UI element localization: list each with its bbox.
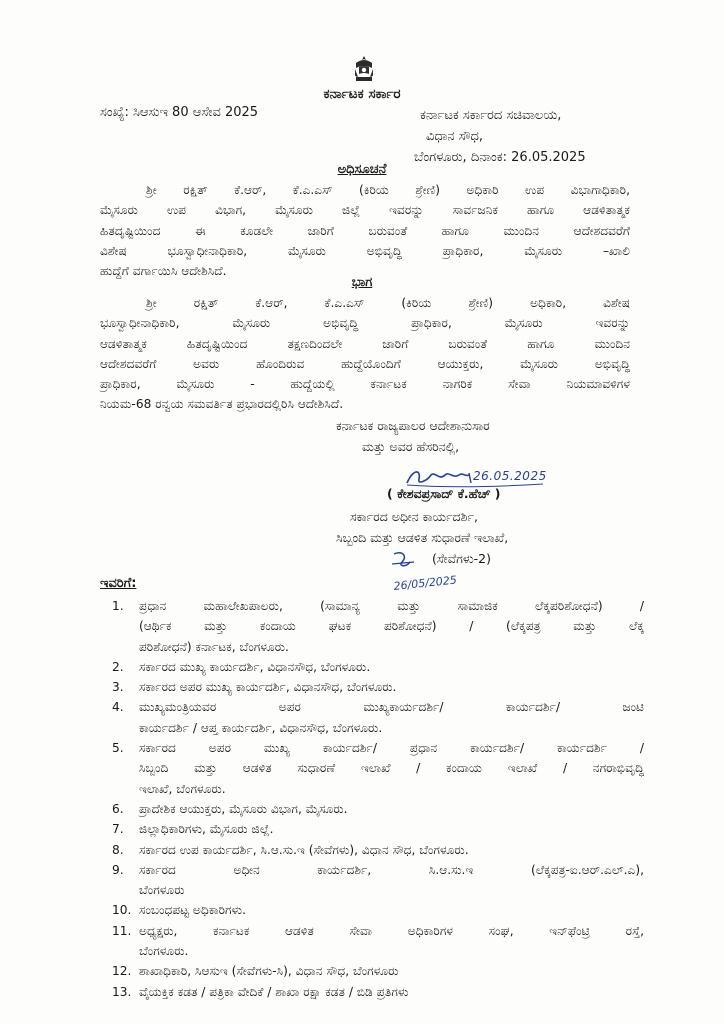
list-item-number: 4. — [112, 700, 124, 715]
list-item-line: ಸಂಬಂಧಪಟ್ಟ ಅಧಿಕಾರಿಗಳು. — [139, 903, 247, 918]
list-item-number: 3. — [112, 680, 124, 695]
list-item — [112, 982, 644, 1002]
paragraph-line: ಹಿತದೃಷ್ಟಿಯಿಂದ ಈ ಕೂಡಲೇ ಜಾರಿಗೆ ಬರುವಂತೆ ಹಾಗೂ ಮುಂದಿನ ಆದೇಶದವರೆಗೆ — [100, 223, 630, 238]
list-item — [112, 860, 644, 901]
list-item — [112, 799, 644, 819]
list-item-number: 1. — [112, 599, 124, 613]
list-item-number: 2. — [112, 659, 124, 674]
list-item — [112, 819, 644, 839]
list-item-line: ಸರ್ಕಾರದ ಉಪ ಕಾರ್ಯದರ್ಶಿ, ಸಿ.ಆ.ಸು.ಇ (ಸೇವೆಗಳು), ವಿಧಾನ ಸೌಧ, ಬೆಂಗಳೂರು. — [139, 842, 469, 857]
svg-text:26/05/2025: 26/05/2025 — [392, 573, 458, 593]
list-item-line: ಸರ್ಕಾರದ ಮುಖ್ಯ ಕಾರ್ಯದರ್ಶಿ, ವಿಧಾನಸೌಧ, ಬೆಂಗಳೂರು. — [139, 659, 371, 674]
list-item — [112, 921, 644, 962]
notification-heading: ಅಧಿಸೂಚನೆ — [337, 162, 387, 177]
part-heading: ಭಾಗ — [351, 275, 373, 290]
list-item-line: ಶಾಖಾಧಿಕಾರಿ, ಸಿಆಸುಇ (ಸೇವೆಗಳು-ಸಿ), ವಿಧಾನ ಸೌಧ, ಬೆಂಗಳೂರು — [139, 964, 399, 979]
list-item-number: 10. — [112, 903, 132, 918]
paragraph-line: ಪ್ರಾಧಿಕಾರ, ಮೈಸೂರು - ಹುದ್ದೆಯಲ್ಲಿ ಕರ್ನಾಟಕ ನಾಗರಿಕ ಸೇವಾ ನಿಯಮಾವಳಿಗಳ — [100, 377, 630, 392]
designation-line: (ಸೇವೆಗಳು-2) — [432, 551, 492, 566]
list-item-line: ಮುಖ್ಯಮಂತ್ರಿಯವರ ಅಪರ ಮುಖ್ಯಕಾರ್ಯದರ್ಶಿ/ ಕಾರ್ಯದರ್ಶಿ/ ಜಂಟಿ — [139, 700, 644, 715]
list-item-number: 8. — [112, 842, 124, 857]
list-item — [112, 961, 644, 981]
part-paragraph — [100, 293, 630, 415]
office-address — [414, 105, 586, 168]
paragraph-line: ಹುದ್ದೆಗೆ ವರ್ಗಾಯಿಸಿ ಆದೇಶಿಸಿದೆ. — [100, 264, 227, 279]
authority-block — [336, 415, 490, 457]
authority-line: ಕರ್ನಾಟಕ ರಾಜ್ಯಪಾಲರ ಆದೇಶಾನುಸಾರ — [336, 418, 490, 433]
notification-paragraph — [100, 180, 630, 281]
paragraph-line: ವಿಶೇಷ ಭೂಸ್ವಾಧೀನಾಧಿಕಾರಿ, ಮೈಸೂರು ಅಭಿವೃದ್ಧಿ ಪ್ರಾಧಿಕಾರ, ಮೈಸೂರು –ಖಾಲಿ — [100, 243, 630, 258]
distribution-label: ಇವರಿಗೆ: — [100, 576, 137, 591]
list-item-line: ಸರ್ಕಾರದ ಅಧೀನ ಕಾರ್ಯದರ್ಶಿ, ಸಿ.ಆ.ಸು.ಇ (ಲೆಕ್ಕಪತ್ರ-ಐ.ಆರ್.ಎಲ್.ಎ), — [139, 862, 644, 877]
list-item-line: ಬೆಂಗಳೂರು. — [139, 944, 189, 959]
list-item-line: ಪ್ರಾದೇಶಿಕ ಆಯುಕ್ತರು, ಮೈಸೂರು ವಿಭಾಗ, ಮೈಸೂರು. — [139, 801, 348, 816]
list-item-line: ಕಾರ್ಯದರ್ಶಿ / ಆಪ್ತ ಕಾರ್ಯದರ್ಶಿ, ವಿಧಾನಸೌಧ, ಬೆಂಗಳೂರು. — [139, 720, 383, 735]
list-item-line: ವೈಯಕ್ತಿಕ ಕಡತ / ಪತ್ರಿಕಾ ವೇದಿಕೆ / ಶಾಖಾ ರಕ್ಷಾ ಕಡತ / ಬಿಡಿ ಪ್ರತಿಗಳು — [139, 984, 409, 999]
list-item-line: ಪರಿಶೋಧನೆ) ಕರ್ನಾಟಕ, ಬೆಂಗಳೂರು. — [139, 639, 289, 654]
office-line: ವಿಧಾನ ಸೌಧ, — [426, 129, 484, 144]
list-item-line: ಸರ್ಕಾರದ ಅಪರ ಮುಖ್ಯ ಕಾರ್ಯದರ್ಶಿ, ವಿಧಾನಸೌಧ, ಬೆಂಗಳೂರು. — [139, 680, 397, 695]
list-item — [112, 657, 644, 677]
paragraph-line: ಭೂಸ್ವಾಧೀನಾಧಿಕಾರಿ, ಮೈಸೂರು ಅಭಿವೃದ್ಧಿ ಪ್ರಾಧಿಕಾರ, ಮೈಸೂರು ಇವರನ್ನು — [100, 316, 630, 331]
list-item-line: ಪ್ರಧಾನ ಮಹಾಲೇಖಪಾಲರು, (ಸಾಮಾನ್ಯ ಮತ್ತು ಸಾಮಾಜಿಕ ಲೆಕ್ಕಪರಿಶೋಧನೆ) / — [139, 599, 644, 613]
authority-line: ಮತ್ತು ಅವರ ಹೆಸರಿನಲ್ಲಿ, — [362, 439, 460, 454]
paragraph-line: ನಿಯಮ-68 ರನ್ವಯ ಸಮವರ್ತಿತ ಪ್ರಭಾರದಲ್ಲಿರಿಸಿ ಆದೇಶಿಸಿದೆ. — [100, 397, 344, 412]
list-item-line: ಬೆಂಗಳೂರು — [139, 883, 185, 898]
list-item — [112, 900, 644, 920]
list-item-line: ಜಿಲ್ಲಾಧಿಕಾರಿಗಳು, ಮೈಸೂರು ಜಿಲ್ಲೆ. — [139, 822, 274, 837]
government-title: ಕರ್ನಾಟಕ ಸರ್ಕಾರ — [323, 86, 401, 102]
list-item — [112, 738, 644, 799]
paragraph-line: ಶ್ರೀ ರಕ್ಷಿತ್ ಕೆ.ಆರ್, ಕೆ.ಎ.ಎಸ್ (ಕಿರಿಯ ಶ್ರೇಣಿ) ಅಧಿಕಾರಿ ಉಪ ವಿಭಾಗಾಧಿಕಾರಿ, — [146, 183, 630, 197]
paragraph-line: ಆಡಳಿತಾತ್ಮಕ ಹಿತದೃಷ್ಟಿಯಿಂದ ತಕ್ಷಣದಿಂದಲೇ ಜಾರಿಗೆ ಬರುವಂತೆ ಹಾಗೂ ಮುಂದಿನ — [100, 336, 630, 351]
paragraph-line: ಶ್ರೀ ರಕ್ಷಿತ್ ಕೆ.ಆರ್, ಕೆ.ಎ.ಎಸ್ (ಕಿರಿಯ ಶ್ರೇಣಿ) ಅಧಿಕಾರಿ, ವಿಶೇಷ — [146, 296, 630, 310]
list-item-line: ಇಲಾಖೆ, ಬೆಂಗಳೂರು. — [139, 781, 226, 796]
handwritten-initial — [372, 548, 462, 596]
list-item — [112, 840, 644, 860]
distribution-list — [112, 596, 644, 1002]
office-line: ಕರ್ನಾಟಕ ಸರ್ಕಾರದ ಸಚಿವಾಲಯ, — [420, 108, 562, 123]
reference-number: ಸಂಖ್ಯೆ: ಸಿಆಸುಇ 80 ಆಸೇವ 2025 — [100, 105, 259, 120]
karnataka-emblem-icon — [350, 54, 378, 84]
paragraph-line: ಆದೇಶದವರೆಗೆ ಅವರು ಹೊಂದಿರುವ ಹುದ್ದೆಯೊಂದಿಗೆ ಆಯುಕ್ತರು, ಮೈಸೂರು ಅಭಿವೃದ್ಧಿ — [100, 356, 630, 371]
list-item — [112, 677, 644, 697]
signatory-name: ( ಕೇಶವಪ್ರಸಾದ್ ಕೆ.ಹೆಚ್ ) — [387, 486, 501, 501]
list-item-line: ಸಿಬ್ಬಂದಿ ಮತ್ತು ಆಡಳಿತ ಸುಧಾರಣೆ ಇಲಾಖೆ / ಕಂದಾಯ ಇಲಾಖೆ / ನಗರಾಭಿವೃದ್ಧಿ — [139, 761, 644, 776]
list-item-line: (ಆರ್ಥಿಕ ಮತ್ತು ಕಂದಾಯ ಘಟಕ ಪರಿಶೋಧನೆ) / (ಲೆಕ್ಕಪತ್ರ ಮತ್ತು ಲೆಕ್ಕ — [139, 619, 644, 634]
list-item-number: 9. — [112, 862, 124, 877]
paragraph-line: ಮೈಸೂರು ಉಪ ವಿಭಾಗ, ಮೈಸೂರು ಜಿಲ್ಲೆ ಇವರನ್ನು ಸಾರ್ವಜನಿಕ ಹಾಗೂ ಆಡಳಿತಾತ್ಮಕ — [100, 203, 630, 218]
list-item-number: 6. — [112, 801, 124, 816]
list-item — [112, 596, 644, 657]
svg-text:26.05.2025: 26.05.2025 — [473, 469, 547, 483]
list-item-number: 5. — [112, 741, 124, 756]
list-item-number: 7. — [112, 822, 124, 837]
designation-line: ಸಿಬ್ಬಂದಿ ಮತ್ತು ಆಡಳಿತ ಸುಧಾರಣೆ ಇಲಾಖೆ, — [336, 530, 509, 545]
list-item-number: 12. — [112, 964, 132, 979]
designation-line: ಸರ್ಕಾರದ ಅಧೀನ ಕಾರ್ಯದರ್ಶಿ, — [350, 509, 478, 524]
list-item-number: 13. — [112, 984, 132, 999]
list-item-number: 11. — [112, 923, 132, 938]
list-item — [112, 697, 644, 738]
office-date-line: ಬೆಂಗಳೂರು, ದಿನಾಂಕ: 26.05.2025 — [414, 150, 586, 165]
list-item-line: ಅಧ್ಯಕ್ಷರು, ಕರ್ನಾಟಕ ಆಡಳಿತ ಸೇವಾ ಅಧಿಕಾರಿಗಳ ಸಂಘ, ಇನ್‌ಫೆಂಟ್ರಿ ರಸ್ತೆ, — [139, 923, 644, 938]
list-item-line: ಸರ್ಕಾರದ ಅಪರ ಮುಖ್ಯ ಕಾರ್ಯದರ್ಶಿ/ ಪ್ರಧಾನ ಕಾರ್ಯದರ್ಶಿ/ ಕಾರ್ಯದರ್ಶಿ / — [139, 741, 644, 756]
